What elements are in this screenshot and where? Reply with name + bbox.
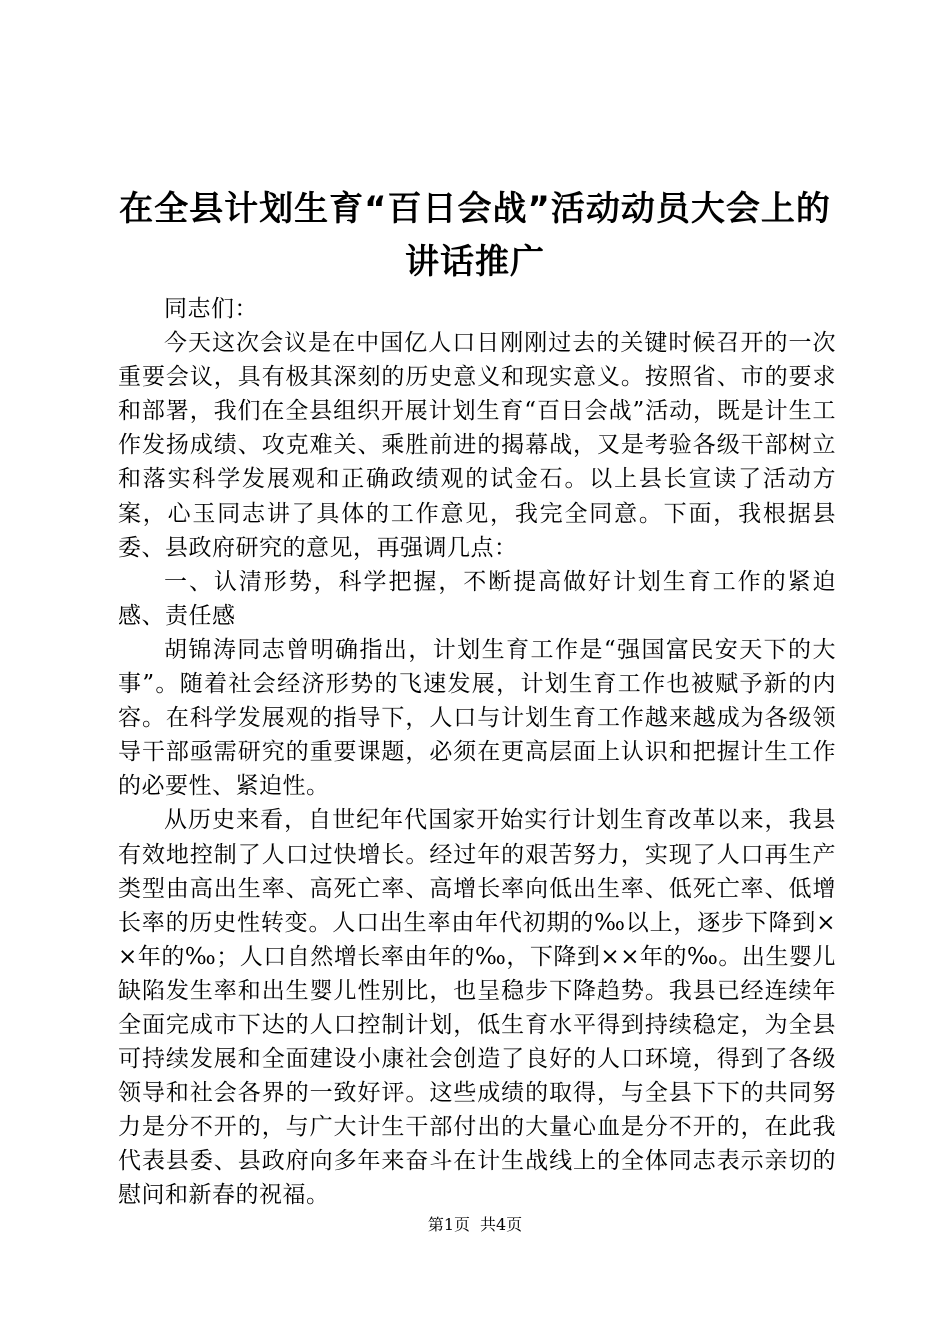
document-body bbox=[118, 292, 836, 1213]
page-total: 共4页 bbox=[480, 1215, 523, 1234]
body-paragraph: 胡锦涛同志曾明确指出，计划生育工作是“强国富民安天下的大事”。随着社会经济形势的飞速发展，计划生育工作也被赋予新的内容。在科学发展观的指导下，人口与计划生育工作越来越成为各级领导干部亟需研究的重要课题，必须在更高层面上认识和把握计生工作的必要性、紧迫性。 bbox=[118, 636, 836, 800]
body-paragraph: 从历史来看，自世纪年代国家开始实行计划生育改革以来，我县有效地控制了人口过快增长。经过年的艰苦努力，实现了人口再生产类型由高出生率、高死亡率、高增长率向低出生率、低死亡率、低增长率的历史性转变。人口出生率由年代初期的‰以上，逐步下降到××年的‰；人口自然增长率由年的‰，下降到××年的‰。出生婴儿缺陷发生率和出生婴儿性别比，也呈稳步下降趋势。我县已经连续年全面完成市下达的人口控制计划，低生育水平得到持续稳定，为全县可持续发展和全面建设小康社会创造了良好的人口环境，得到了各级领导和社会各界的一致好评。这些成绩的取得，与全县下下的共同努力是分不开的，与广大计生干部付出的大量心血是分不开的，在此我代表县委、县政府向多年来奋斗在计生战线上的全体同志表示亲切的慰问和新春的祝福。 bbox=[118, 807, 836, 1209]
page-number: 第1页 bbox=[427, 1215, 470, 1234]
page-footer bbox=[0, 1215, 950, 1235]
document-title: 在全县计划生育“百日会战”活动动员大会上的讲话推广 bbox=[119, 189, 831, 282]
section-heading: 一、认清形势，科学把握，不断提高做好计划生育工作的紧迫感、责任感 bbox=[118, 568, 836, 629]
intro-paragraph: 今天这次会议是在中国亿人口日刚刚过去的关键时候召开的一次重要会议，具有极其深刻的历史意义和现实意义。按照省、市的要求和部署，我们在全县组织开展计划生育“百日会战”活动，既是计生工作发扬成绩、攻克难关、乘胜前进的揭幕战，又是考验各级干部树立和落实科学发展观和正确政绩观的试金石。以上县长宣读了活动方案，心玉同志讲了具体的工作意见，我完全同意。下面，我根据县委、县政府研究的意见，再强调几点： bbox=[118, 330, 836, 561]
salutation-paragraph: 同志们： bbox=[164, 296, 258, 322]
